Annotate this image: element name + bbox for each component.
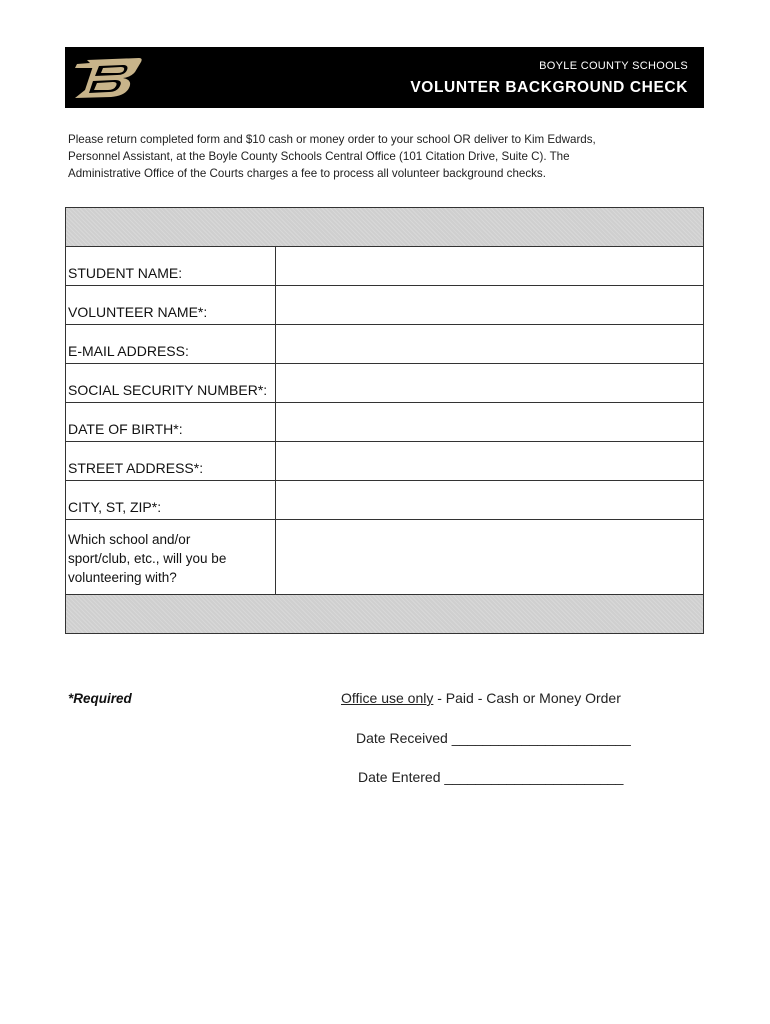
date-entered-line: Date Entered _______________________: [358, 769, 624, 785]
form-row-school: [66, 520, 703, 594]
form-row-student-name: [66, 247, 703, 286]
field-label: DATE OF BIRTH*:: [66, 403, 276, 441]
form-row-city-st-zip: [66, 481, 703, 520]
form-row-volunteer-name: [66, 286, 703, 325]
form-row-dob: [66, 403, 703, 442]
office-use-line: [341, 690, 621, 706]
student-name-field[interactable]: [276, 247, 703, 285]
boyle-b-logo-icon: [73, 52, 145, 102]
field-label: E-MAIL ADDRESS:: [66, 325, 276, 363]
instructions-line: Administrative Office of the Courts charges a fee to process all volunteer background checks.: [68, 167, 546, 180]
field-label: SOCIAL SECURITY NUMBER*:: [66, 364, 276, 402]
form-header-band: [66, 208, 703, 247]
field-label: CITY, ST, ZIP*:: [66, 481, 276, 519]
date-of-birth-field[interactable]: [276, 403, 703, 441]
volunteer-form-table: [65, 207, 704, 634]
field-label: STREET ADDRESS*:: [66, 442, 276, 480]
school-sport-field[interactable]: [276, 520, 703, 594]
field-label: STUDENT NAME:: [66, 247, 276, 285]
form-title: VOLUNTER BACKGROUND CHECK: [410, 79, 688, 96]
field-label: [66, 520, 276, 594]
volunteer-name-field[interactable]: [276, 286, 703, 324]
instructions-line: Please return completed form and $10 cash or money order to your school OR deliver to Kim Edwards,: [68, 133, 596, 146]
instructions-paragraph: [68, 131, 704, 182]
form-footer-band: [66, 594, 703, 633]
date-received-line: Date Received _______________________: [356, 730, 631, 746]
instructions-line: Personnel Assistant, at the Boyle County Schools Central Office (101 Citation Drive, Suite C). The: [68, 150, 570, 163]
school-question-line: Which school and/or: [68, 532, 191, 547]
office-use-detail: - Paid - Cash or Money Order: [433, 690, 621, 706]
header-banner: [65, 47, 704, 108]
street-address-field[interactable]: [276, 442, 703, 480]
email-field[interactable]: [276, 325, 703, 363]
school-question-line: volunteering with?: [68, 570, 177, 585]
office-use-label: Office use only: [341, 690, 434, 706]
school-question-line: sport/club, etc., will you be: [68, 551, 227, 566]
form-row-email: [66, 325, 703, 364]
ssn-field[interactable]: [276, 364, 703, 402]
org-name: BOYLE COUNTY SCHOOLS: [539, 60, 688, 72]
form-row-ssn: [66, 364, 703, 403]
form-row-street-address: [66, 442, 703, 481]
required-note: *Required: [68, 691, 132, 706]
city-st-zip-field[interactable]: [276, 481, 703, 519]
field-label: VOLUNTEER NAME*:: [66, 286, 276, 324]
